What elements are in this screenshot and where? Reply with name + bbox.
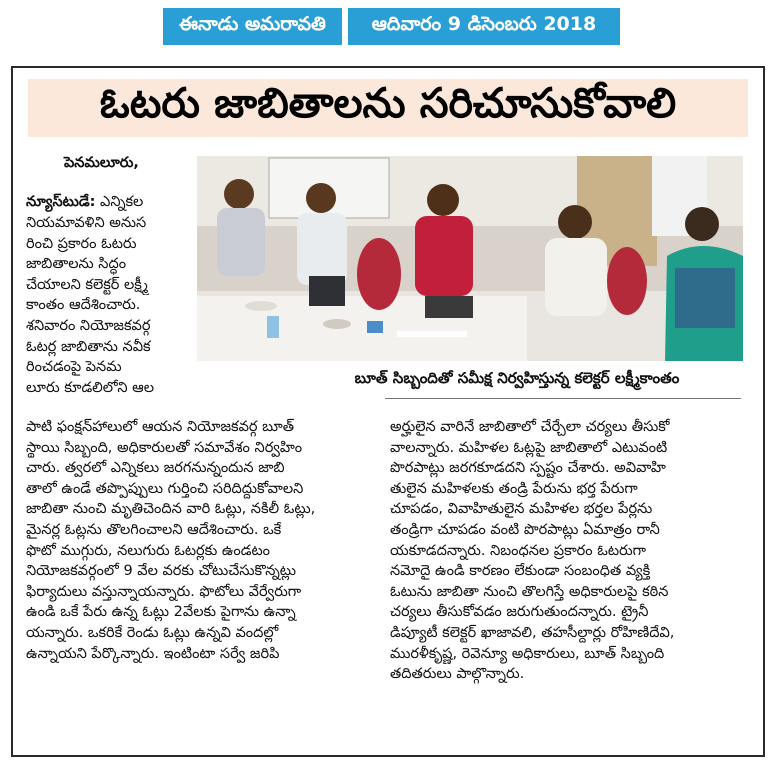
body-line: యన్నారు. ఒకరికే రెండు ఓట్లు ఉన్నవి వందల్లో: [26, 624, 279, 641]
body-line: ఉండి ఒకే పేరు ఉన్న ఓట్లు 2వేలకు పైగాను ఉన్నా: [26, 604, 296, 621]
body-line: తండ్రిగా చూపడం వంటి పొరపాట్లు ఏమాత్రం రానీ: [390, 521, 660, 538]
body-line: వాలన్నారు. మహిళల ఓట్లపై జాబితాలో ఎటువంటి: [390, 439, 668, 456]
body-column-left: [26, 417, 381, 664]
lead-line: రించడంపై పెనమ: [26, 359, 122, 376]
dateline-place: పెనమలూరు,: [64, 155, 139, 171]
body-line: పొరపాట్లు జరగకూడదని స్పష్టం చేశారు. అవివాహి: [390, 460, 666, 477]
headline: ఓటరు జాబితాలను సరిచూసుకోవాలి: [28, 79, 748, 137]
photo-caption: బూత్ సిబ్బందితో సమీక్ష నిర్వహిస్తున్న కలెక్టర్ లక్ష్మీకాంతం: [354, 369, 680, 387]
edition-tag: ఈనాడు అమరావతి: [163, 8, 342, 45]
lead-line: చేయాలని కలెక్టర్ లక్ష్మీ: [26, 276, 148, 293]
body-line: జాబితా నుంచి మృతిచెందిన వారి ఓట్లు, నకిలీ ఓట్లు,: [26, 501, 316, 518]
meeting-photo: [197, 156, 743, 361]
body-line: చూపడం, వివాహితులైన మహిళల భర్తల పేర్లను: [390, 501, 653, 518]
body-line: డిప్యూటీ కలెక్టర్ ఖాజావలి, తహసీల్దార్లు రోహిణిదేవి,: [390, 624, 675, 641]
body-line: ఫిర్యాదులు వస్తున్నాయన్నారు. ఫొటోలు వేర్వేరుగా: [26, 583, 302, 600]
body-line: పాటి ఫంక్షన్‌హాలులో ఆయన నియోజకవర్గ బూత్: [26, 419, 294, 435]
body-line: తాలో ఉండే తప్పొప్పులు గుర్తించి సరిదిద్దుకోవాలని: [26, 480, 304, 497]
body-line: ఓటును జాబితా నుంచి తొలగిస్తే అధికారులపై కఠిన: [390, 583, 669, 600]
body-line: మురళీకృష్ణ, రెవెన్యూ అధికారులు, బూత్ సిబ్బంది: [390, 645, 665, 662]
body-line: స్థాయి సిబ్బంది, అధికారులతో సమావేశం నిర్వహిం: [26, 439, 303, 456]
body-line: చారు. త్వరలో ఎన్నికలు జరగనున్నందున జాబి: [26, 460, 285, 477]
body-line: అర్హులైన వారినే జాబితాలో చేర్చేలా చర్యలు తీసుకో: [390, 419, 670, 435]
lead-line: శనివారం నియోజకవర్గ: [26, 317, 151, 334]
lead-line: రించి ప్రకారం ఓటరు: [26, 235, 137, 252]
body-line: ఉన్నాయని పేర్కొన్నారు. ఇంటింటా సర్వే జరిపి: [26, 645, 280, 662]
lead-line: నియమావళిని అనుస: [26, 215, 147, 231]
lead-paragraph: [26, 194, 196, 398]
body-line: చర్యలు తీసుకోవడం జరుగుతుందన్నారు. ట్రైనీ: [390, 604, 649, 621]
lead-line: కాంతం ఆదేశించారు.: [26, 297, 141, 314]
body-line: యకూడదన్నారు. నిబంధనల ప్రకారం ఓటరుగా: [390, 542, 646, 559]
body-line: తదితరులు పాల్గొన్నారు.: [390, 666, 525, 683]
body-line: నమోదై ఉండి కారణం లేకుండా సంబంధిత వ్యక్తి: [390, 563, 651, 580]
body-line: నియోజకవర్గంలో 9 వేల వరకు చోటుచేసుకొన్నట్లు: [26, 563, 296, 580]
caption-divider: [385, 398, 741, 399]
body-column-right: [390, 417, 745, 685]
lead-line: జాబితాలను సిద్ధం: [26, 256, 127, 273]
dateline: [26, 153, 196, 173]
date-tag: ఆదివారం 9 డిసెంబరు 2018: [348, 8, 620, 45]
body-line: తులైన మహిళలకు తండ్రి పేరును భర్త పేరుగా: [390, 480, 638, 497]
lead-line: ఓటర్ల జాబితాను నవీక: [26, 338, 151, 355]
lead-line: ఎన్నికల: [100, 194, 144, 211]
lead-line: లూరు కూడలిలోని ఆల: [26, 379, 155, 396]
body-line: మైనర్ల ఓట్లను తొలగించాలని ఆదేశించారు. ఒకే: [26, 521, 282, 538]
dateline-source: న్యూస్‌టుడే:: [26, 194, 96, 211]
body-line: ఫొటో ముగ్గురు, నలుగురు ఓటర్లకు ఉండటం: [26, 542, 271, 559]
